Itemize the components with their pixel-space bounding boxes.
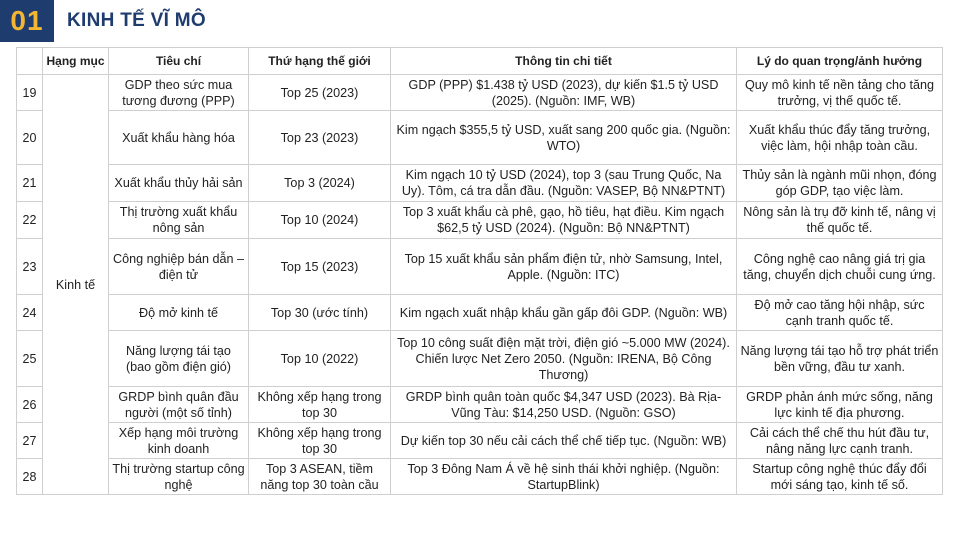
criterion-cell: Thị trường startup công nghệ <box>109 459 249 495</box>
row-number: 20 <box>17 111 43 165</box>
reason-cell: Xuất khẩu thúc đẩy tăng trưởng, việc làm, hội nhập toàn cầu. <box>737 111 943 165</box>
row-number: 25 <box>17 331 43 387</box>
section-title: KINH TẾ VĨ MÔ <box>67 10 207 31</box>
detail-cell: Dự kiến top 30 nếu cải cách thể chế tiếp tục. (Nguồn: WB) <box>391 423 737 459</box>
criterion-cell: Xếp hạng môi trường kinh doanh <box>109 423 249 459</box>
detail-cell: Top 10 công suất điện mặt trời, điện gió ~5.000 MW (2024). Chiến lược Net Zero 2050. (Nguồn: IRENA, Bộ Công Thương) <box>391 331 737 387</box>
reason-cell: Nông sản là trụ đỡ kinh tế, nâng vị thế quốc tế. <box>737 202 943 239</box>
rank-cell: Top 25 (2023) <box>249 75 391 111</box>
column-header-category: Hạng mục <box>43 48 109 75</box>
table-row <box>17 423 943 459</box>
reason-cell: Công nghệ cao nâng giá trị gia tăng, chuyển dịch chuỗi cung ứng. <box>737 239 943 295</box>
rank-cell: Top 15 (2023) <box>249 239 391 295</box>
rank-cell: Top 30 (ước tính) <box>249 295 391 331</box>
reason-cell: Cải cách thể chế thu hút đầu tư, nâng năng lực cạnh tranh. <box>737 423 943 459</box>
reason-cell: Độ mở cao tăng hội nhập, sức cạnh tranh quốc tế. <box>737 295 943 331</box>
table-row <box>17 165 943 202</box>
column-header-reason: Lý do quan trọng/ảnh hưởng <box>737 48 943 75</box>
table-row <box>17 239 943 295</box>
detail-cell: Kim ngạch $355,5 tỷ USD, xuất sang 200 quốc gia. (Nguồn: WTO) <box>391 111 737 165</box>
table-row <box>17 459 943 495</box>
table-row <box>17 111 943 165</box>
table-row <box>17 387 943 423</box>
reason-cell: Năng lượng tái tạo hỗ trợ phát triển bền vững, đầu tư xanh. <box>737 331 943 387</box>
rank-cell: Top 10 (2024) <box>249 202 391 239</box>
table-row <box>17 75 943 111</box>
rank-cell: Top 23 (2023) <box>249 111 391 165</box>
detail-cell: Kim ngạch 10 tỷ USD (2024), top 3 (sau Trung Quốc, Na Uy). Tôm, cá tra dẫn đầu. (Nguồn: VASEP, Bộ NN&PTNT) <box>391 165 737 202</box>
section-number-badge: 01 <box>0 0 54 42</box>
criterion-cell: Xuất khẩu thủy hải sản <box>109 165 249 202</box>
category-cell: Kinh tế <box>43 75 109 495</box>
table-row <box>17 331 943 387</box>
detail-cell: Top 15 xuất khẩu sản phẩm điện tử, nhờ Samsung, Intel, Apple. (Nguồn: ITC) <box>391 239 737 295</box>
rank-cell: Top 3 (2024) <box>249 165 391 202</box>
row-number: 19 <box>17 75 43 111</box>
detail-cell: Kim ngạch xuất nhập khẩu gần gấp đôi GDP. (Nguồn: WB) <box>391 295 737 331</box>
row-number: 21 <box>17 165 43 202</box>
column-header-world-rank: Thứ hạng thế giới <box>249 48 391 75</box>
detail-cell: GRDP bình quân toàn quốc $4,347 USD (2023). Bà Rịa-Vũng Tàu: $14,250 USD. (Nguồn: GSO) <box>391 387 737 423</box>
row-number: 27 <box>17 423 43 459</box>
detail-cell: Top 3 Đông Nam Á về hệ sinh thái khởi nghiệp. (Nguồn: StartupBlink) <box>391 459 737 495</box>
detail-cell: Top 3 xuất khẩu cà phê, gạo, hồ tiêu, hạt điều. Kim ngạch $62,5 tỷ USD (2024). (Nguồn: Bộ NN&PTNT) <box>391 202 737 239</box>
column-header-number <box>17 48 43 75</box>
reason-cell: GRDP phản ánh mức sống, năng lực kinh tế địa phương. <box>737 387 943 423</box>
rank-cell: Top 10 (2022) <box>249 331 391 387</box>
criterion-cell: GRDP bình quân đầu người (một số tỉnh) <box>109 387 249 423</box>
table-row <box>17 202 943 239</box>
table-row <box>17 295 943 331</box>
criterion-cell: GDP theo sức mua tương đương (PPP) <box>109 75 249 111</box>
table-header-row <box>17 48 943 75</box>
rank-cell: Không xếp hạng trong top 30 <box>249 387 391 423</box>
column-header-criterion: Tiêu chí <box>109 48 249 75</box>
row-number: 28 <box>17 459 43 495</box>
detail-cell: GDP (PPP) $1.438 tỷ USD (2023), dự kiến $1.5 tỷ USD (2025). (Nguồn: IMF, WB) <box>391 75 737 111</box>
ranking-table <box>16 47 943 495</box>
rank-cell: Không xếp hạng trong top 30 <box>249 423 391 459</box>
row-number: 26 <box>17 387 43 423</box>
rank-cell: Top 3 ASEAN, tiềm năng top 30 toàn cầu <box>249 459 391 495</box>
reason-cell: Quy mô kinh tế nền tảng cho tăng trưởng, vị thế quốc tế. <box>737 75 943 111</box>
row-number: 24 <box>17 295 43 331</box>
column-header-details: Thông tin chi tiết <box>391 48 737 75</box>
criterion-cell: Năng lượng tái tạo (bao gồm điện gió) <box>109 331 249 387</box>
criterion-cell: Công nghiệp bán dẫn – điện tử <box>109 239 249 295</box>
reason-cell: Startup công nghệ thúc đẩy đổi mới sáng tạo, kinh tế số. <box>737 459 943 495</box>
reason-cell: Thủy sản là ngành mũi nhọn, đóng góp GDP, tạo việc làm. <box>737 165 943 202</box>
row-number: 22 <box>17 202 43 239</box>
criterion-cell: Xuất khẩu hàng hóa <box>109 111 249 165</box>
criterion-cell: Độ mở kinh tế <box>109 295 249 331</box>
criterion-cell: Thị trường xuất khẩu nông sản <box>109 202 249 239</box>
row-number: 23 <box>17 239 43 295</box>
